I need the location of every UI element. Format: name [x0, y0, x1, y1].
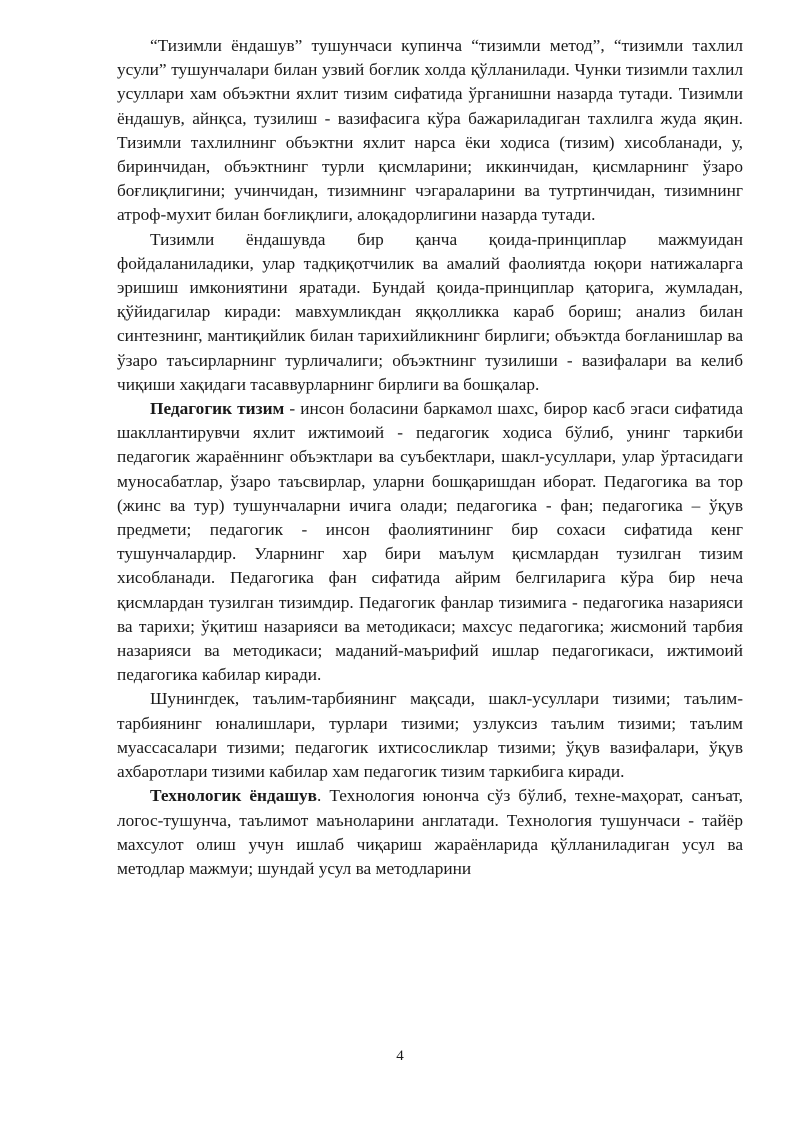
- term-technological-approach: Технологик ёндашув: [150, 786, 317, 806]
- paragraph-text: - инсон боласини баркамол шахс, бирор касб эгаси сифатида шакллантирувчи яхлит ижтимоий - педагогик ходиса бўлиб, унинг таркиби педагогик жараённинг объэктлари ва суъбектлари, шакл-усуллари, улар ўртасидаги муносабатлар, ўзаро таъсвирлар, уларни бошқаришдан иборат. Педагогика ва тор (жинс ва тур) тушунчаларни ичига олади; педагогика - фан; педагогика – ўқув предмети; педагогик - инсон фаолиятининг бир сохаси сифатида кенг тушунчалардир. Уларнинг хар бири маълум қисмлардан тузилган тизим хисобланади. Педагогика фан сифатида айрим белгиларига кўра бир неча қисмлардан тузилган тизимдир. Педагогик фанлар тизимига - педагогика назарияси ва тарихи; ўқитиш назарияси ва методикаси; махсус педагогика; жисмоний тарбия назарияси ва методикаси; маданий-маърифий ишлар педагогикаси, ижтимоий педагогика кабилар киради.: [117, 399, 744, 685]
- document-page: [117, 34, 743, 881]
- paragraph-text: . Технология юнонча сўз бўлиб, техне-маҳорат, санъат, логос-тушунча, таълимот маъноларини англатади. Технология тушунчаси - тайёр махсулот олиш учун ишлаб чиқариш жараёнларида қўлланиладиган усул ва методлар мажмуи; шундай усул ва методларини: [117, 786, 743, 878]
- paragraph-pedagogical-system-components: [117, 687, 743, 784]
- paragraph-pedagogical-system: [117, 397, 743, 687]
- term-pedagogical-system: Педагогик тизим: [150, 399, 285, 419]
- paragraph-text: Шунингдек, таълим-тарбиянинг мақсади, шакл-усуллари тизими; таълим-тарбиянинг юналишлари, турлари тизими; узлуксиз таълим тизими; таълим муассасалари тизими; педагогик ихтисосликлар тизими; ўқув вазифалари, ўқув ахбаротлари тизими кабилар хам педагогик тизим таркибига киради.: [117, 689, 743, 782]
- page-number: 4: [396, 1048, 404, 1064]
- paragraph-technological-approach: [117, 784, 743, 881]
- paragraph-text: “Тизимли ёндашув” тушунчаси купинча “тизимли метод”, “тизимли тахлил усули” тушунчалари билан узвий боғлик холда қўлланилади. Чунки тизимли тахлил усуллари хам объэктни яхлит тизим сифатида ўрганишни назарда тутади. Тизимли ёндашув, айнқса, тузилиш - вазифасига кўра бажариладиган тахлилга жуда яқин. Тизимли тахлилнинг объэктни яхлит нарса ёки ходиса (тизим) хисобланади, у, биринчидан, объэктнинг турли қисмларини; иккинчидан, қисмларнинг ўзаро боғлиқлигини; учинчидан, тизимнинг чэгараларини ва тутртинчидан, тизимнинг атроф-мухит билан боғлиқлиги, алоқадорлигини назарда тутади.: [117, 36, 743, 225]
- paragraph-systemic-principles: [117, 228, 743, 397]
- paragraph-text: Тизимли ёндашувда бир қанча қоида-принциплар мажмуидан фойдаланиладики, улар тадқиқотчилик ва амалий фаолиятда юқори натижаларга эришиш имкониятини яратади. Бундай қоида-принциплар қаторига, жумладан, қўйидагилар киради: мавхумликдан яққолликка караб бориш; анализ билан синтезнинг, мантиқийлик билан тарихийликнинг бирлиги; объэктда боғланишлар ва ўзаро таъсирларнинг турличалиги; объэктнинг тузилиши - вазифалари ва келиб чиқиши хақидаги тасаввурларнинг бирлиги ва бошқалар.: [117, 229, 743, 394]
- paragraph-systemic-approach-definition: [117, 34, 743, 228]
